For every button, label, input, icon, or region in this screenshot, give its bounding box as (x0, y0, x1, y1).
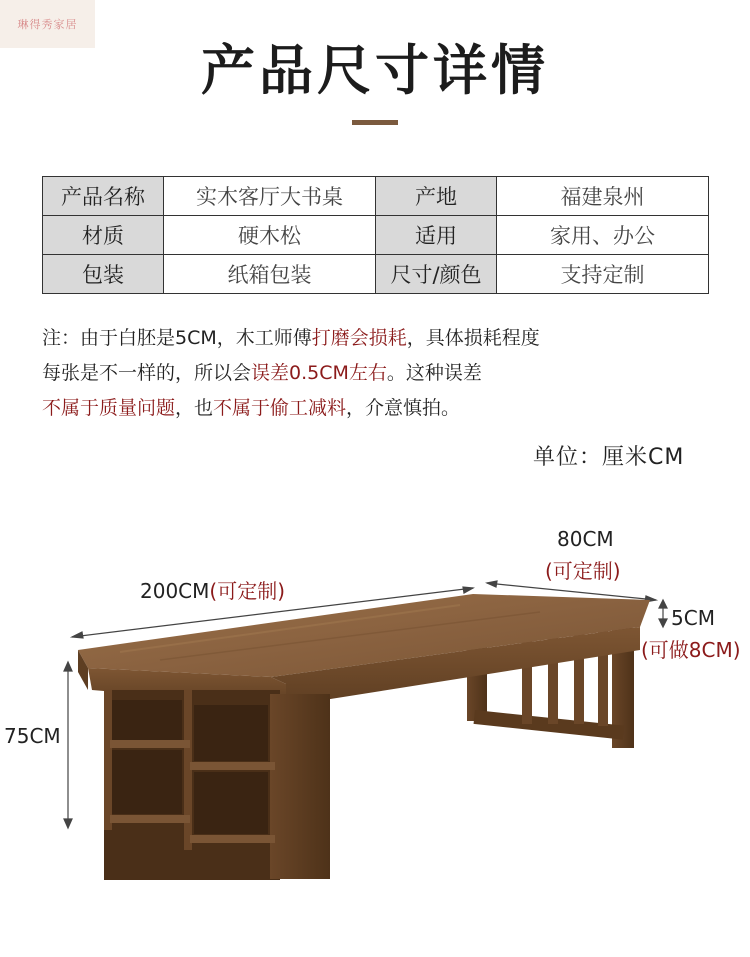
unit-label: 单位：厘米CM (533, 445, 685, 470)
note-text: ，具体损耗程度 (406, 327, 540, 349)
page-title: 产品尺寸详情 (201, 38, 549, 102)
note-line (42, 391, 722, 426)
table-row (43, 177, 709, 216)
note-highlight: 不属于质量问题 (42, 397, 176, 419)
width-value: 80CM (557, 527, 614, 551)
thickness-dimension-line (659, 600, 667, 627)
note-text: 注：由于白胚是5CM，木工师傅 (42, 327, 312, 349)
spec-key: 适用 (376, 216, 497, 255)
desk-illustration (0, 500, 750, 900)
spec-value: 福建泉州 (497, 177, 709, 216)
width-note: (可定制) (545, 559, 621, 583)
disclaimer-note (42, 321, 722, 426)
note-line (42, 321, 722, 356)
tabletop (78, 594, 650, 706)
note-highlight: 不属于偷工减料 (213, 397, 347, 419)
spec-value: 硬木松 (164, 216, 376, 255)
spec-key: 尺寸/颜色 (376, 255, 497, 294)
thickness-note: (可做8CM) (641, 638, 741, 662)
spec-value: 支持定制 (497, 255, 709, 294)
spec-value: 实木客厅大书桌 (164, 177, 376, 216)
spec-key: 产品名称 (43, 177, 164, 216)
table-row (43, 255, 709, 294)
note-highlight: 打磨会损耗 (311, 327, 407, 349)
spec-table (42, 176, 709, 294)
note-text: ，也 (175, 397, 214, 419)
spec-key: 包装 (43, 255, 164, 294)
note-highlight: 误差0.5CM左右 (251, 362, 387, 384)
note-text: 。这种误差 (386, 362, 482, 384)
length-note: (可定制) (209, 579, 286, 603)
length-value: 200CM (140, 579, 210, 603)
note-line (42, 356, 722, 391)
brand-logo-text: 琳得秀家居 (17, 18, 78, 31)
note-text: 每张是不一样的，所以会 (42, 362, 252, 384)
spec-value: 纸箱包装 (164, 255, 376, 294)
title-underline (352, 120, 398, 125)
spec-key: 材质 (43, 216, 164, 255)
left-bookshelf (104, 690, 330, 880)
height-value: 75CM (4, 724, 61, 748)
spec-key: 产地 (376, 177, 497, 216)
note-text: ，介意慎拍。 (346, 397, 461, 419)
table-row (43, 216, 709, 255)
height-dimension-line (64, 662, 72, 828)
spec-value: 家用、办公 (497, 216, 709, 255)
thickness-value: 5CM (671, 606, 715, 630)
